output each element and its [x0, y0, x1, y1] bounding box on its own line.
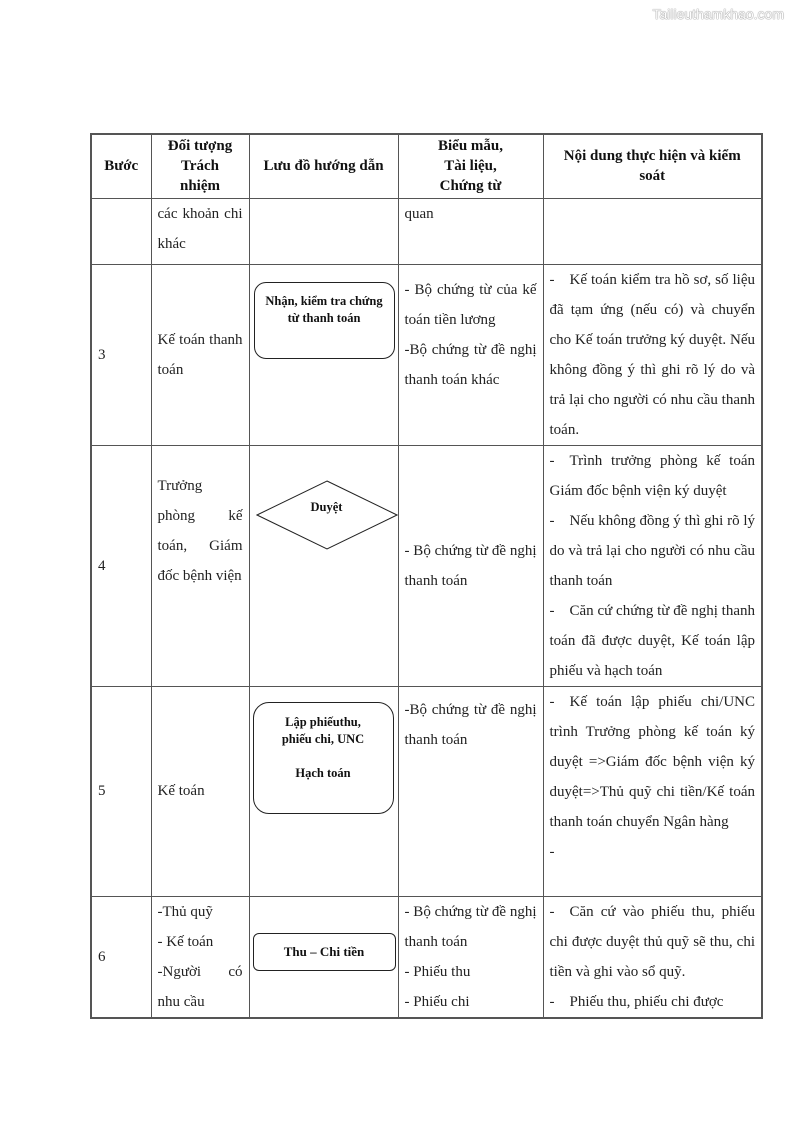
- table-row: [91, 896, 762, 1018]
- cell-content: - Kế toán kiểm tra hồ sơ, số liệu đã tạm ứng (nếu có) và chuyển cho Kế toán trưởng ký duyệt. Nếu không đồng ý thì ghi rõ lý do và trả lại cho người có nhu cầu thanh toán.: [543, 264, 762, 445]
- table-header-row: [91, 134, 762, 198]
- table-row: [91, 198, 762, 264]
- header-step: Bước: [91, 134, 151, 198]
- cell-forms: -Bộ chứng từ đề nghị thanh toán: [398, 686, 543, 896]
- cell-responsible: -Thủ quỹ - Kế toán -Người có nhu cầu: [151, 896, 249, 1018]
- table-row: [91, 445, 762, 686]
- cell-forms: - Bộ chứng từ đề nghị thanh toán - Phiếu thu - Phiếu chi: [398, 896, 543, 1018]
- flow-box-create-voucher: Lập phiếuthu, phiếu chi, UNC Hạch toán: [253, 702, 394, 814]
- cell-step: 6: [91, 896, 151, 1018]
- cell-flow: [249, 264, 398, 445]
- cell-responsible: Trưởng phòng kế toán, Giám đốc bệnh viện: [151, 445, 249, 686]
- flow-box-receive-pay: Thu – Chi tiền: [253, 933, 396, 971]
- table-row: [91, 686, 762, 896]
- table-row: [91, 264, 762, 445]
- cell-forms: quan: [398, 198, 543, 264]
- header-flowchart: Lưu đồ hướng dẫn: [249, 134, 398, 198]
- cell-step: 3: [91, 264, 151, 445]
- cell-content: - Trình trưởng phòng kế toán Giám đốc bệnh viện ký duyệt - Nếu không đồng ý thì ghi rõ lý do và trả lại cho người có nhu cầu thanh toán - Căn cứ chứng từ đề nghị thanh toán đã được duyệt, Kế toán lập phiếu và hạch toán: [543, 445, 762, 686]
- header-content: Nội dung thực hiện và kiểm soát: [543, 134, 762, 198]
- cell-forms: - Bộ chứng từ của kế toán tiền lương -Bộ chứng từ đề nghị thanh toán khác: [398, 264, 543, 445]
- cell-step: 4: [91, 445, 151, 686]
- flow-box-receive-check: Nhận, kiểm tra chứng từ thanh toán: [254, 282, 395, 359]
- cell-content: [543, 198, 762, 264]
- cell-flow: [249, 445, 398, 686]
- cell-step: [91, 198, 151, 264]
- cell-responsible: các khoản chi khác: [151, 198, 249, 264]
- header-responsible: Đối tượng Trách nhiệm: [151, 134, 249, 198]
- diamond-label: Duyệt: [310, 499, 343, 514]
- cell-flow: [249, 198, 398, 264]
- cell-content: - Kế toán lập phiếu chi/UNC trình Trưởng phòng kế toán ký duyệt =>Giám đốc bệnh viện ký duyệt=>Thủ quỹ chi tiền/Kế toán thanh toán chuyển Ngân hàng -: [543, 686, 762, 896]
- cell-forms: - Bộ chứng từ đề nghị thanh toán: [398, 445, 543, 686]
- cell-flow: [249, 896, 398, 1018]
- cell-responsible: Kế toán: [151, 686, 249, 896]
- procedure-table: [90, 133, 763, 1019]
- header-forms: Biểu mẫu, Tài liệu, Chứng từ: [398, 134, 543, 198]
- flow-diamond-approve: [256, 480, 398, 550]
- cell-step: 5: [91, 686, 151, 896]
- cell-content: - Căn cứ vào phiếu thu, phiếu chi được duyệt thủ quỹ sẽ thu, chi tiền và ghi vào sổ quỹ. - Phiếu thu, phiếu chi được: [543, 896, 762, 1018]
- watermark: Tailieuthamkhao.com: [652, 6, 784, 22]
- cell-flow: [249, 686, 398, 896]
- cell-responsible: Kế toán thanh toán: [151, 264, 249, 445]
- diamond-shape: [256, 480, 398, 550]
